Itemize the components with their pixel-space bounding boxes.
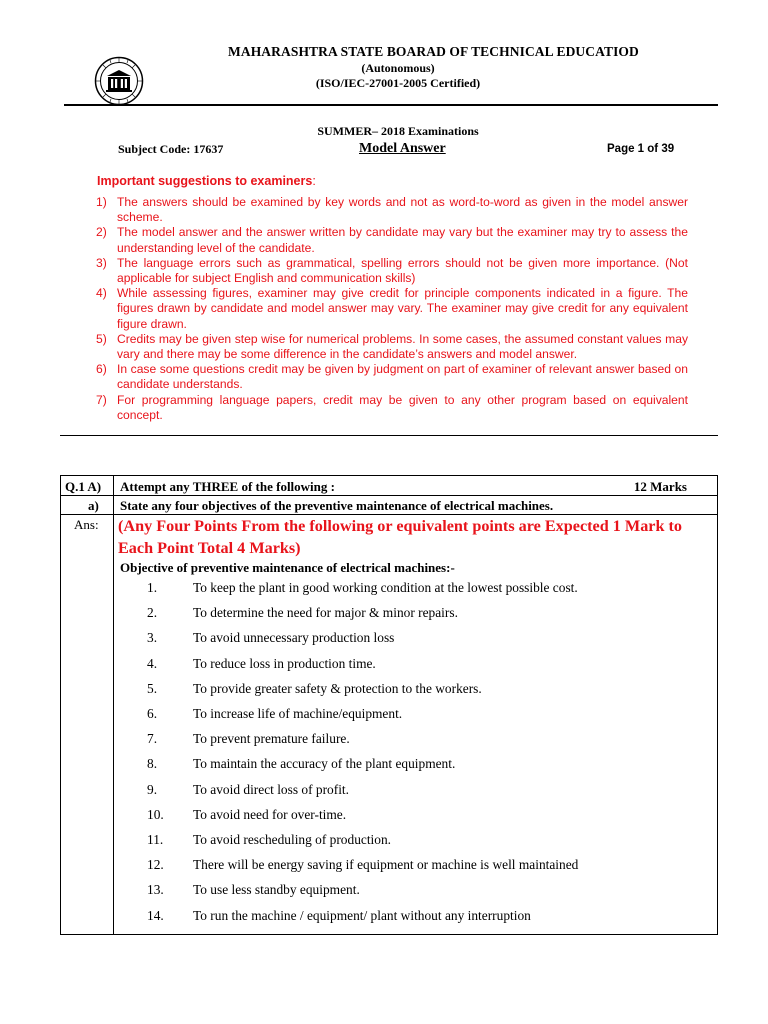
suggestion-text: The answers should be examined by key words and not as word-to-word as given in the model answer scheme.	[117, 195, 688, 225]
objective-text: To run the machine / equipment/ plant without any interruption	[193, 907, 531, 923]
header-divider	[64, 104, 718, 106]
suggestion-text: For programming language papers, credit may be given to any other program based on equivalent concept.	[117, 392, 688, 422]
objective-number: 14.	[147, 907, 164, 923]
model-answer-title: Model Answer	[359, 141, 446, 156]
suggestion-item	[96, 393, 688, 423]
table-row-divider	[61, 495, 717, 496]
objective-text: To avoid direct loss of profit.	[193, 781, 349, 797]
suggestion-item	[96, 195, 688, 225]
objective-text: To determine the need for major & minor repairs.	[193, 605, 458, 621]
suggestion-number: 1)	[96, 195, 107, 209]
objective-number: 2.	[147, 605, 158, 621]
objective-text: To provide greater safety & protection to the workers.	[193, 680, 482, 696]
objective-number: 8.	[147, 756, 158, 772]
suggestion-text: The model answer and the answer written by candidate may vary but the examiner may try to assess the understanding level of the candidate.	[117, 225, 688, 255]
suggestion-text: Credits may be given step wise for numerical problems. In some cases, the assumed constant values may vary and there may be some difference in the candidate’s answers and model answer.	[117, 331, 688, 362]
objective-text: To maintain the accuracy of the plant equipment.	[193, 756, 456, 772]
objective-number: 11.	[147, 832, 164, 847]
suggestion-text: In case some questions credit may be given by judgment on part of examiner of relevant answer based on candidate understands.	[117, 362, 688, 392]
suggestion-item	[96, 332, 688, 362]
objective-number: 13.	[147, 882, 164, 898]
objective-number: 4.	[147, 655, 158, 671]
subject-code: Subject Code: 17637	[118, 142, 224, 156]
table-column-divider	[113, 476, 114, 934]
objective-number: 3.	[147, 630, 158, 646]
objective-text: To avoid rescheduling of production.	[193, 832, 392, 847]
suggestion-number: 6)	[96, 362, 107, 377]
suggestion-number: 2)	[96, 225, 107, 240]
objective-number: 10.	[147, 806, 164, 822]
suggestion-text: The language errors such as grammatical, spelling errors should not be given more importance. (Not applicable for subject English and communication skills)	[117, 255, 688, 286]
answer-label: Ans:	[74, 517, 99, 532]
autonomous-label: (Autonomous)	[361, 61, 435, 75]
objective-text: To keep the plant in good working condition at the lowest possible cost.	[193, 580, 578, 595]
objective-number: 7.	[147, 731, 158, 747]
objective-number: 12.	[147, 857, 164, 873]
objective-number: 6.	[147, 706, 158, 721]
suggestion-number: 4)	[96, 286, 107, 301]
suggestions-heading	[97, 174, 316, 188]
certification-label: (ISO/IEC-27001-2005 Certified)	[315, 76, 481, 90]
objective-number: 9.	[147, 781, 158, 797]
question-label: Q.1 A)	[65, 479, 102, 494]
objective-text: To prevent premature failure.	[193, 731, 350, 747]
objective-text: To reduce loss in production time.	[193, 655, 376, 671]
suggestion-number: 5)	[96, 331, 107, 346]
board-name: MAHARASHTRA STATE BOARAD OF TECHNICAL EDUCATIOD	[228, 44, 639, 59]
objective-number: 1.	[147, 580, 158, 595]
suggestion-text: While assessing figures, examiner may give credit for principle components indicated in a figure. The figures drawn by candidate and model answer may vary. The examiner may give credit for any equivalent figure drawn.	[117, 286, 688, 331]
subquestion-text: State any four objectives of the preventive maintenance of electrical machines.	[120, 498, 554, 513]
objective-text: There will be energy saving if equipment or machine is well maintained	[193, 857, 579, 873]
suggestions-divider	[60, 435, 718, 436]
suggestions-heading-text: Important suggestions to examiners	[97, 174, 313, 188]
suggestions-list	[96, 195, 688, 423]
suggestion-item	[96, 362, 688, 392]
objective-text: To increase life of machine/equipment.	[193, 706, 403, 721]
suggestion-number: 3)	[96, 255, 107, 270]
objectives-heading: Objective of preventive maintenance of electrical machines:-	[120, 560, 455, 575]
objective-text: To avoid unnecessary production loss	[193, 630, 395, 646]
objective-number: 5.	[147, 680, 158, 696]
suggestion-item	[96, 225, 688, 255]
question-table	[60, 475, 718, 935]
exam-title: SUMMER– 2018 Examinations	[317, 124, 479, 138]
suggestion-item	[96, 286, 688, 332]
subquestion-label: a)	[88, 498, 99, 513]
suggestions-heading-colon: :	[312, 174, 316, 188]
marking-note: (Any Four Points From the following or equivalent points are Expected 1 Mark to Each Point Total 4 Marks)	[118, 517, 683, 557]
objective-text: To use less standby equipment.	[193, 882, 360, 898]
suggestion-item	[96, 256, 688, 286]
suggestion-number: 7)	[96, 392, 107, 407]
objective-text: To avoid need for over-time.	[193, 806, 347, 822]
question-text: Attempt any THREE of the following :	[120, 479, 335, 494]
page-number: Page 1 of 39	[607, 143, 675, 155]
question-marks: 12 Marks	[633, 479, 687, 494]
